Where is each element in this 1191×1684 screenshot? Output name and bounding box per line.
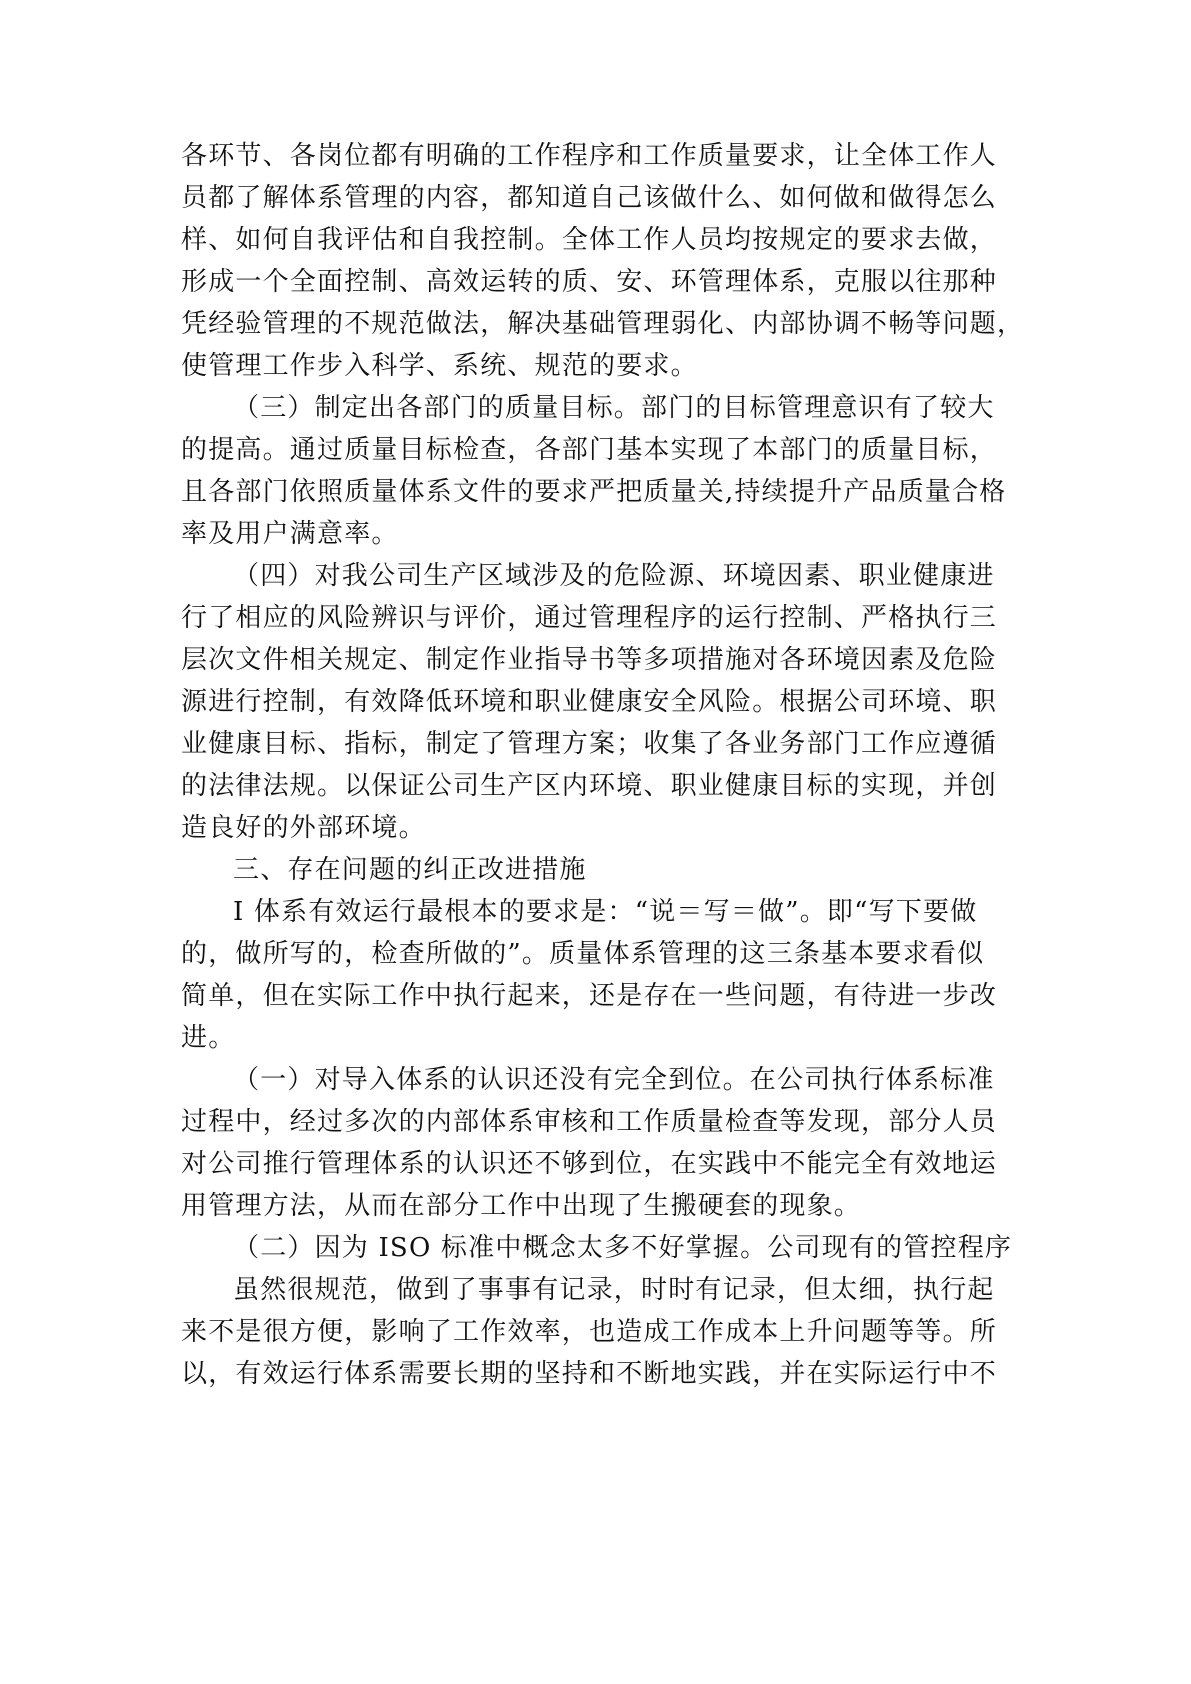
text-line: 造良好的外部环境。 [181,813,426,843]
paragraph [181,555,1021,849]
text-line: 率及用户满意率。 [181,519,399,549]
text-line: 的提高。通过质量目标检查，各部门基本实现了本部门的质量目标， [181,435,998,465]
paragraph [181,849,1021,891]
text-line: 使管理工作步入科学、系统、规范的要求。 [181,351,698,381]
paragraph [181,387,1021,555]
text-line: （一）对导入体系的认识还没有完全到位。在公司执行体系标准 [233,1065,995,1095]
text-line: 源进行控制，有效降低环境和职业健康安全风险。根据公司环境、职 [181,687,998,717]
text-line: 员都了解体系管理的内容，都知道自己该做什么、如何做和做得怎么 [181,183,998,213]
text-line: （三）制定出各部门的质量目标。部门的目标管理意识有了较大 [233,393,995,423]
body-text [181,135,1025,1395]
text-line: 形成一个全面控制、高效运转的质、安、环管理体系，克服以往那种 [181,267,998,297]
text-line: 三、存在问题的纠正改进措施 [233,855,587,885]
text-line: 过程中，经过多次的内部体系审核和工作质量检查等发现，部分人员 [181,1107,998,1137]
text-line: 业健康目标、指标，制定了管理方案；收集了各业务部门工作应遵循 [181,729,998,759]
text-line: 凭经验管理的不规范做法，解决基础管理弱化、内部协调不畅等问题， [181,309,1025,339]
paragraph [181,1227,1021,1269]
text-line: I 体系有效运行最根本的要求是：“说＝写＝做”。即“写下要做 [233,897,978,927]
text-line: 用管理方法，从而在部分工作中出现了生搬硬套的现象。 [181,1191,862,1221]
text-line: （二）因为 ISO 标准中概念太多不好掌握。公司现有的管控程序 [233,1233,1013,1263]
text-line: 简单，但在实际工作中执行起来，还是存在一些问题，有待进一步改 [181,981,998,1011]
text-line: 虽然很规范，做到了事事有记录，时时有记录，但太细，执行起 [233,1275,995,1305]
text-line: 的，做所写的，检查所做的”。质量体系管理的这三条基本要求看似 [181,939,985,969]
text-line: （四）对我公司生产区域涉及的危险源、环境因素、职业健康进 [233,561,995,591]
text-line: 进。 [181,1023,236,1053]
paragraph [181,1059,1021,1227]
text-line: 层次文件相关规定、制定作业指导书等多项措施对各环境因素及危险 [181,645,998,675]
text-line: 的法律法规。以保证公司生产区内环境、职业健康目标的实现，并创 [181,771,998,801]
text-line: 对公司推行管理体系的认识还不够到位，在实践中不能完全有效地运 [181,1149,998,1179]
text-line: 来不是很方便，影响了工作效率，也造成工作成本上升问题等等。所 [181,1317,998,1347]
paragraph [181,1269,1021,1395]
text-line: 各环节、各岗位都有明确的工作程序和工作质量要求，让全体工作人 [181,141,998,171]
paragraph [181,135,1025,387]
text-line: 以，有效运行体系需要长期的坚持和不断地实践，并在实际运行中不 [181,1359,998,1389]
text-line: 样、如何自我评估和自我控制。全体工作人员均按规定的要求去做， [181,225,998,255]
text-line: 且各部门依照质量体系文件的要求严把质量关,持续提升产品质量合格 [181,477,1007,507]
text-line: 行了相应的风险辨识与评价，通过管理程序的运行控制、严格执行三 [181,603,998,633]
paragraph [181,891,1021,1059]
